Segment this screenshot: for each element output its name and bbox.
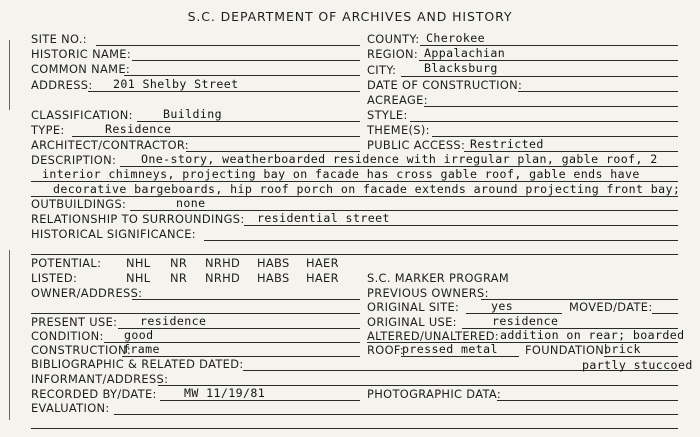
label-moved-date: MOVED/DATE:: [569, 300, 653, 314]
value-public-access: Restricted: [470, 137, 544, 151]
line-historical-significance: [204, 240, 678, 241]
listed-nr: NR: [170, 271, 188, 285]
label-informant: INFORMANT/ADDRESS:: [31, 372, 169, 386]
line-historical-significance-2: [31, 254, 678, 255]
line-date-of-construction: [518, 91, 678, 92]
line-foundation: [604, 356, 678, 357]
value-altered-continued: partly stuccoed: [582, 358, 693, 372]
label-themes: THEME(S):: [367, 123, 430, 137]
value-recorded-by: MW 11/19/81: [184, 386, 266, 400]
label-common-name: COMMON NAME:: [31, 62, 131, 76]
label-original-use: ORIGINAL USE:: [367, 315, 457, 329]
potential-nr: NR: [170, 256, 188, 270]
label-sc-marker-program: S.C. MARKER PROGRAM: [367, 271, 510, 285]
value-relationship: residential street: [257, 211, 390, 225]
line-description-3: [31, 196, 678, 197]
line-outbuildings: [130, 210, 678, 211]
potential-nhl: NHL: [126, 256, 151, 270]
label-historic-name: HISTORIC NAME:: [31, 47, 132, 61]
description-line-2: interior chimneys, projecting bay on facade has cross gable roof, gable ends have: [42, 167, 640, 181]
label-county: COUNTY:: [367, 32, 420, 46]
value-county: Cherokee: [426, 31, 486, 45]
label-construction: CONSTRUCTION:: [31, 343, 132, 357]
label-region: REGION:: [367, 47, 419, 61]
value-outbuildings: none: [176, 196, 206, 210]
label-city: CITY:: [367, 63, 397, 77]
label-previous-owners: PREVIOUS OWNERS:: [367, 286, 489, 300]
form-title: S.C. DEPARTMENT OF ARCHIVES AND HISTORY: [187, 9, 513, 24]
value-classification: Building: [163, 107, 223, 121]
label-outbuildings: OUTBUILDINGS:: [31, 197, 127, 211]
label-original-site: ORIGINAL SITE:: [367, 300, 460, 314]
value-foundation: brick: [604, 342, 641, 356]
listed-nhl: NHL: [126, 271, 151, 285]
label-condition: CONDITION:: [31, 329, 104, 343]
line-acreage: [424, 106, 678, 107]
line-relationship: [244, 225, 678, 226]
line-type: [72, 136, 360, 137]
label-relationship: RELATIONSHIP TO SURROUNDINGS:: [31, 212, 245, 226]
label-photographic-data: PHOTOGRAPHIC DATA:: [367, 387, 502, 401]
line-present-use: [118, 328, 360, 329]
label-recorded-by: RECORDED BY/DATE:: [31, 387, 157, 401]
value-condition: good: [124, 328, 154, 342]
label-address: ADDRESS:: [31, 78, 93, 92]
line-owner-address: [132, 299, 360, 300]
label-potential: POTENTIAL:: [31, 256, 102, 270]
value-original-use: residence: [492, 314, 559, 328]
label-historical-significance: HISTORICAL SIGNIFICANCE:: [31, 227, 196, 241]
label-site-no: SITE NO.:: [31, 32, 87, 46]
line-photographic-data: [497, 400, 678, 401]
line-city: [401, 76, 678, 77]
label-type: TYPE:: [31, 123, 65, 137]
label-present-use: PRESENT USE:: [31, 315, 118, 329]
line-moved-date: [652, 313, 678, 314]
line-evaluation-2: [31, 428, 678, 429]
label-description: DESCRIPTION:: [31, 153, 117, 167]
description-line-3: decorative bargeboards, hip roof porch on facade extends around projecting front bay;: [53, 182, 681, 196]
value-present-use: residence: [140, 314, 207, 328]
line-themes: [432, 136, 678, 137]
label-foundation: FOUNDATION:: [525, 343, 609, 357]
value-altered: addition on rear; boarded: [500, 328, 685, 342]
value-roof: pressed metal: [402, 342, 498, 356]
listed-nrhd: NRHD: [205, 271, 241, 285]
potential-nrhd: NRHD: [205, 256, 241, 270]
label-evaluation: EVALUATION:: [31, 401, 110, 415]
label-architect: ARCHITECT/CONTRACTOR:: [31, 138, 189, 152]
left-edge-mark-lower: [9, 250, 10, 420]
label-classification: CLASSIFICATION:: [31, 108, 133, 122]
line-historic-name: [132, 60, 360, 61]
listed-haer: HAER: [306, 271, 339, 285]
label-acreage: ACREAGE:: [367, 93, 428, 107]
listed-habs: HABS: [257, 271, 290, 285]
description-line-1: One-story, weatherboarded residence with irregular plan, gable roof, 2: [141, 152, 658, 166]
value-city: Blacksburg: [424, 61, 498, 75]
value-region: Appalachian: [424, 46, 506, 60]
line-address: [88, 91, 360, 92]
value-construction: frame: [123, 342, 160, 356]
label-style: STYLE:: [367, 108, 408, 122]
line-style: [410, 121, 678, 122]
value-original-site: yes: [491, 299, 514, 313]
line-recorded-by: [160, 400, 360, 401]
label-bibliographic: BIBLIOGRAPHIC & RELATED DATED:: [31, 357, 244, 371]
label-roof: ROOF:: [367, 343, 405, 357]
label-listed: LISTED:: [31, 271, 78, 285]
potential-habs: HABS: [257, 256, 290, 270]
label-owner-address: OWNER/ADDRESS:: [31, 286, 143, 300]
potential-haer: HAER: [306, 256, 339, 270]
label-altered: ALTERED/UNALTERED:: [367, 329, 500, 343]
line-roof: [401, 356, 519, 357]
value-type: Residence: [105, 122, 172, 136]
left-edge-mark: [9, 40, 10, 110]
value-address: 201 Shelby Street: [113, 77, 239, 91]
line-evaluation: [114, 414, 678, 415]
line-common-name: [124, 75, 360, 76]
label-date-of-construction: DATE OF CONSTRUCTION:: [367, 78, 523, 92]
line-site-no: [96, 45, 360, 46]
label-public-access: PUBLIC ACCESS:: [367, 138, 466, 152]
